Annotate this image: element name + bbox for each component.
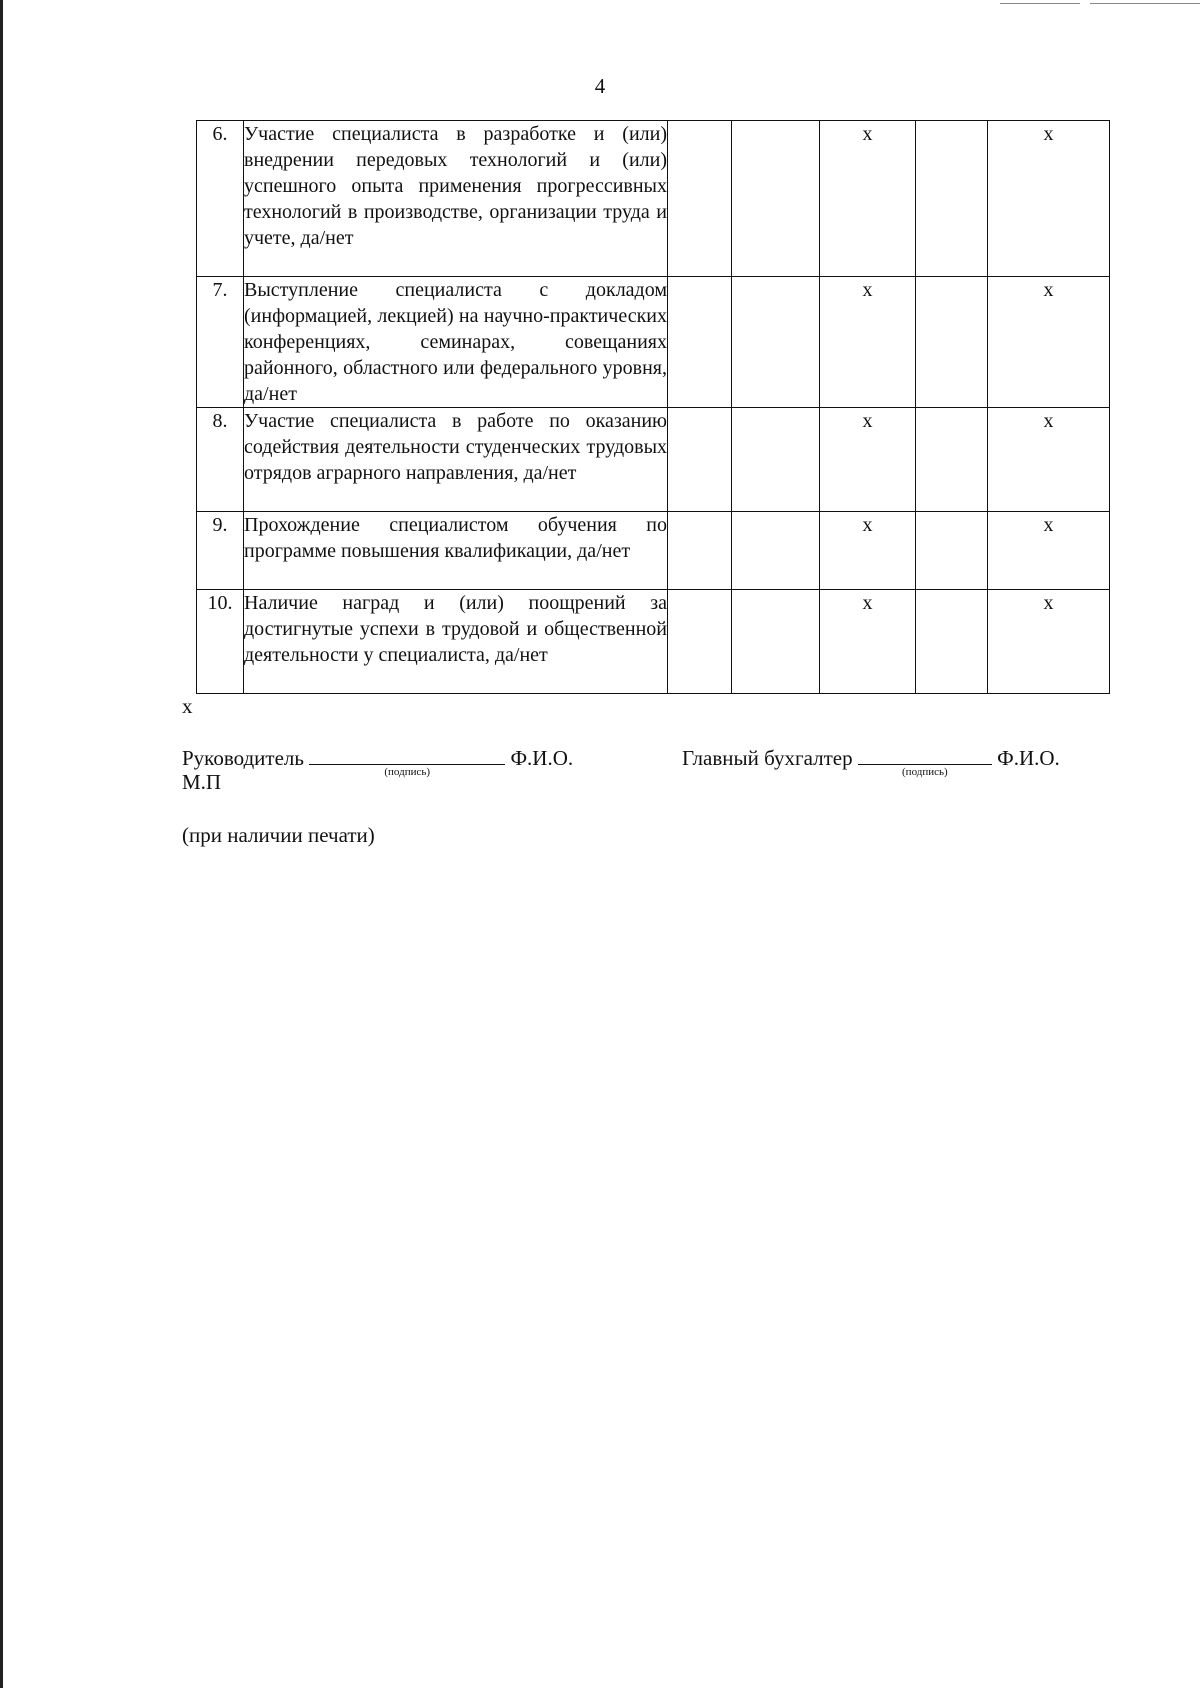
accountant-signature-block [682,744,1060,778]
mark-cell: x [820,277,916,408]
row-description: Прохождение специалистом обучения по программе повышения квалификации, да/нет [244,512,668,590]
accountant-label: Главный бухгалтер [682,746,853,770]
criteria-table [196,120,1110,694]
row-description: Участие специалиста в разработке и (или) внедрении передовых технологий и (или) успешного опыта применения прогрессивных технологий в производстве, организации труда и учете, да/нет [244,121,668,277]
empty-cell [668,512,732,590]
empty-cell [732,277,820,408]
empty-cell [732,408,820,512]
row-description: Наличие наград и (или) поощрений за достигнутые успехи в трудовой и общественной деятельности у специалиста, да/нет [244,590,668,694]
empty-cell [916,121,988,277]
empty-cell [668,408,732,512]
mark-cell: x [988,590,1110,694]
empty-cell [916,590,988,694]
empty-cell [668,277,732,408]
table-row [197,512,1110,590]
mark-cell: x [820,121,916,277]
row-number: 8. [197,408,244,512]
row-number: 10. [197,590,244,694]
stamp-label: М.П [182,770,222,794]
top-scan-mark [1090,3,1200,4]
empty-cell [916,277,988,408]
left-scan-edge [0,0,3,1688]
top-scan-mark [1000,3,1080,4]
row-number: 7. [197,277,244,408]
mark-cell: x [988,408,1110,512]
empty-cell [916,512,988,590]
empty-cell [732,121,820,277]
table-row [197,408,1110,512]
empty-cell [732,590,820,694]
empty-cell [732,512,820,590]
table-row [197,590,1110,694]
head-signature-block [182,744,574,778]
accountant-name: Ф.И.О. [997,746,1060,770]
row-number: 6. [197,121,244,277]
empty-cell [668,121,732,277]
head-label: Руководитель [182,746,304,770]
accountant-signature-line [858,744,992,778]
empty-cell [916,408,988,512]
stamp-note: (при наличии печати) [182,823,375,847]
table-row [197,277,1110,408]
head-name: Ф.И.О. [510,746,574,770]
mark-cell: x [820,590,916,694]
page-number: 4 [594,74,606,98]
empty-cell [668,590,732,694]
mark-cell: x [988,121,1110,277]
mark-cell: x [820,512,916,590]
accountant-signature-caption: (подпись) [902,766,948,778]
head-signature-caption: (подпись) [384,766,431,778]
after-table-mark: x [182,694,193,718]
mark-cell: x [988,277,1110,408]
row-description: Участие специалиста в работе по оказанию содействия деятельности студенческих трудовых отрядов аграрного направления, да/нет [244,408,668,512]
row-description: Выступление специалиста с докладом (информацией, лекцией) на научно-практических конференциях, семинарах, совещаниях районного, областного или федерального уровня, да/нет [244,277,668,408]
mark-cell: x [820,408,916,512]
mark-cell: x [988,512,1110,590]
table-row [197,121,1110,277]
row-number: 9. [197,512,244,590]
head-signature-line [309,744,505,778]
